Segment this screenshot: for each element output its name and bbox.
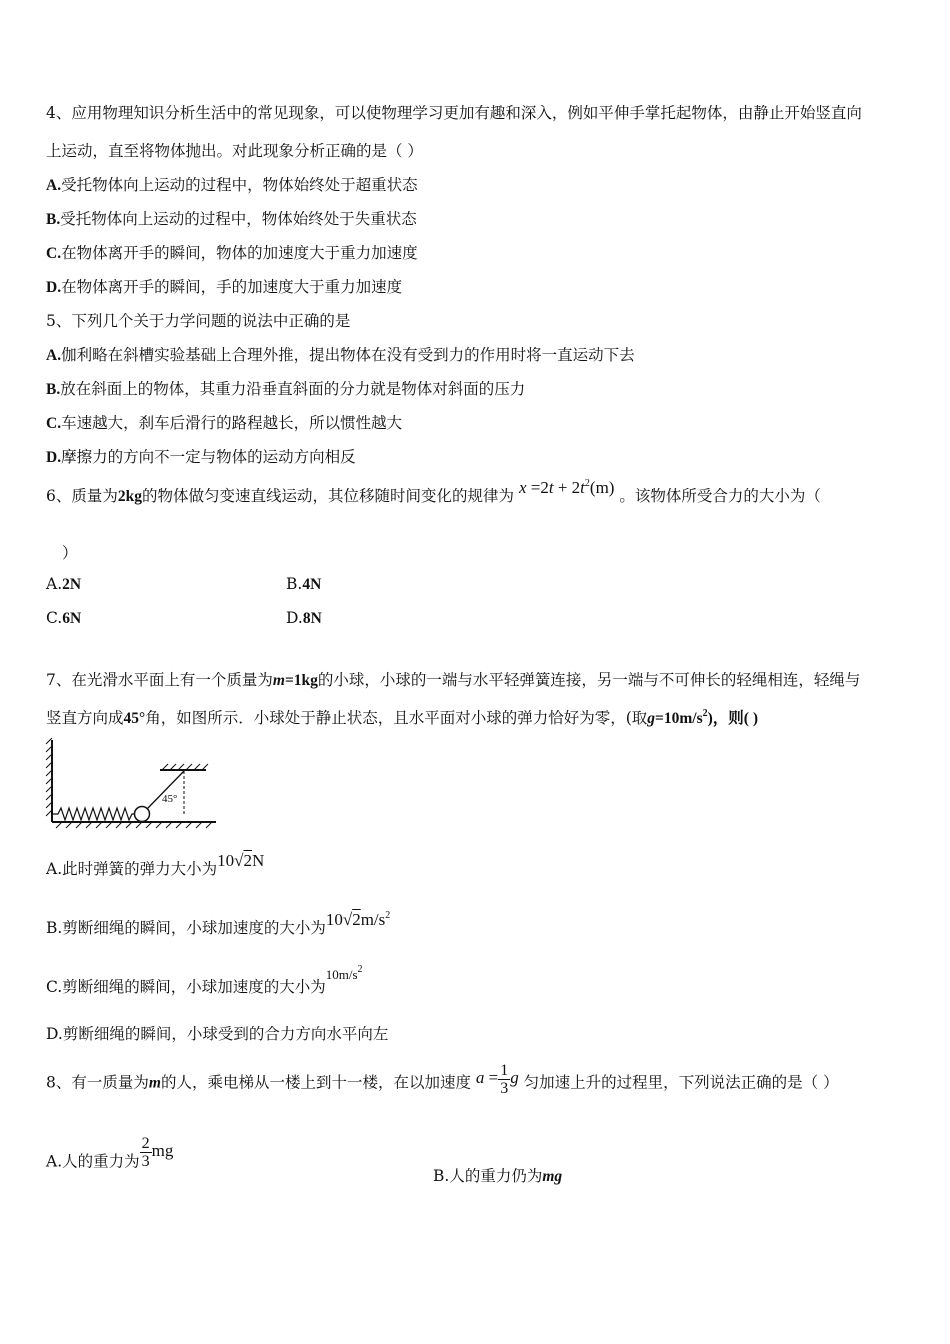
q5-option-d [46, 445, 356, 467]
q6-stem [46, 478, 821, 506]
angle-label: 45° [162, 793, 178, 805]
q5-option-c [46, 411, 402, 433]
q6-stem-pre: 6、质量为 [46, 487, 118, 505]
q6-stem-close: ） [62, 544, 78, 562]
option-letter: D. [46, 279, 62, 296]
q6-formula: $x =2t + 2t^2(m)$ [518, 478, 615, 497]
q7-option-c: C.剪断细绳的瞬间，小球加速度的大小为$^{10m/s^2}$ [46, 964, 363, 996]
q4-stem-line1: 4、应用物理知识分析生活中的常见现象，可以使物理学习更加有趣和深入，例如平伸手掌托起物体，由静止开始竖直向 [46, 104, 862, 122]
q6-stem-post: 。该物体所受合力的大小为（ [619, 487, 821, 505]
q5-option-a [46, 343, 635, 365]
q5-stem: 5、下列几个关于力学问题的说法中正确的是 [46, 312, 351, 330]
option-text: 在物体离开手的瞬间，手的加速度大于重力加速度 [61, 278, 403, 296]
q7-option-b: B.剪断细绳的瞬间，小球加速度的大小为$10√2m/s^2$ [46, 910, 391, 937]
option-letter: B. [46, 381, 61, 398]
option-letter: A. [46, 347, 62, 364]
q6-mass: 2kg [117, 488, 142, 505]
option-text: 在物体离开手的瞬间，物体的加速度大于重力加速度 [61, 244, 418, 262]
q6-option-row-1 [46, 575, 322, 594]
q7-option-a: A.此时弹簧的弹力大小为10√2N [46, 851, 265, 878]
option-letter: A. [46, 575, 63, 593]
q7-figure [44, 738, 219, 830]
q6-option-d: D.8N [286, 609, 322, 627]
q8-option-a: A.人的重力为 $\frac{2}{3}$ mg [46, 1135, 174, 1171]
q6-stem-mid: 的物体做匀变速直线运动，其位移随时间变化的规律为 [142, 487, 515, 505]
q4-stem-line2: 上运动，直至将物体抛出。对此现象分析正确的是（ ） [46, 142, 423, 160]
option-letter: D. [46, 449, 62, 466]
q8-option-b: B.人的重力仍为mg [433, 1167, 563, 1185]
option-letter: B. [46, 211, 61, 228]
q4-option-c [46, 241, 418, 263]
q7-stem-line2: 竖直方向成45°角，如图所示．小球处于静止状态，且水平面对小球的弹力恰好为零，(取$g=10m/s^2$)，则( ) [46, 708, 758, 727]
q8-stem: 8、有一质量为m的人，乘电梯从一楼上到十一楼，在以加速度 a = $\frac{1}{3}$ g 匀加速上升的过程里，下列说法正确的是（ ） [46, 1062, 839, 1097]
option-text: 放在斜面上的物体，其重力沿垂直斜面的分力就是物体对斜面的压力 [60, 380, 526, 398]
q7-option-d: D.剪断细绳的瞬间，小球受到的合力方向水平向左 [46, 1025, 389, 1043]
q4-option-a [46, 173, 418, 195]
option-text: 2N [62, 576, 82, 593]
option-text: 摩擦力的方向不一定与物体的运动方向相反 [61, 448, 356, 466]
q4-option-b [46, 207, 417, 229]
option-letter: C. [46, 609, 63, 627]
option-letter: C. [46, 245, 62, 262]
option-letter: C. [46, 415, 62, 432]
option-text: 车速越大，刹车后滑行的路程越长，所以惯性越大 [61, 414, 403, 432]
q7-stem-line1: 7、在光滑水平面上有一个质量为m=1kg的小球，小球的一端与水平轻弹簧连接，另一端与不可伸长的轻绳相连，轻绳与 [46, 671, 861, 689]
q5-option-b [46, 377, 525, 399]
q8-formula: a = $\frac{1}{3}$ g [475, 1062, 519, 1097]
option-letter: A. [46, 177, 62, 194]
option-text: 受托物体向上运动的过程中，物体始终处于失重状态 [60, 210, 417, 228]
q6-option-row-2 [46, 609, 322, 628]
q4-option-d [46, 275, 402, 297]
spring [52, 808, 135, 820]
option-text: 受托物体向上运动的过程中，物体始终处于超重状态 [61, 176, 418, 194]
option-text: 伽利略在斜槽实验基础上合理外推，提出物体在没有受到力的作用时将一直运动下去 [61, 346, 635, 364]
q6-option-b: B.4N [286, 575, 322, 593]
option-text: 6N [62, 610, 82, 627]
